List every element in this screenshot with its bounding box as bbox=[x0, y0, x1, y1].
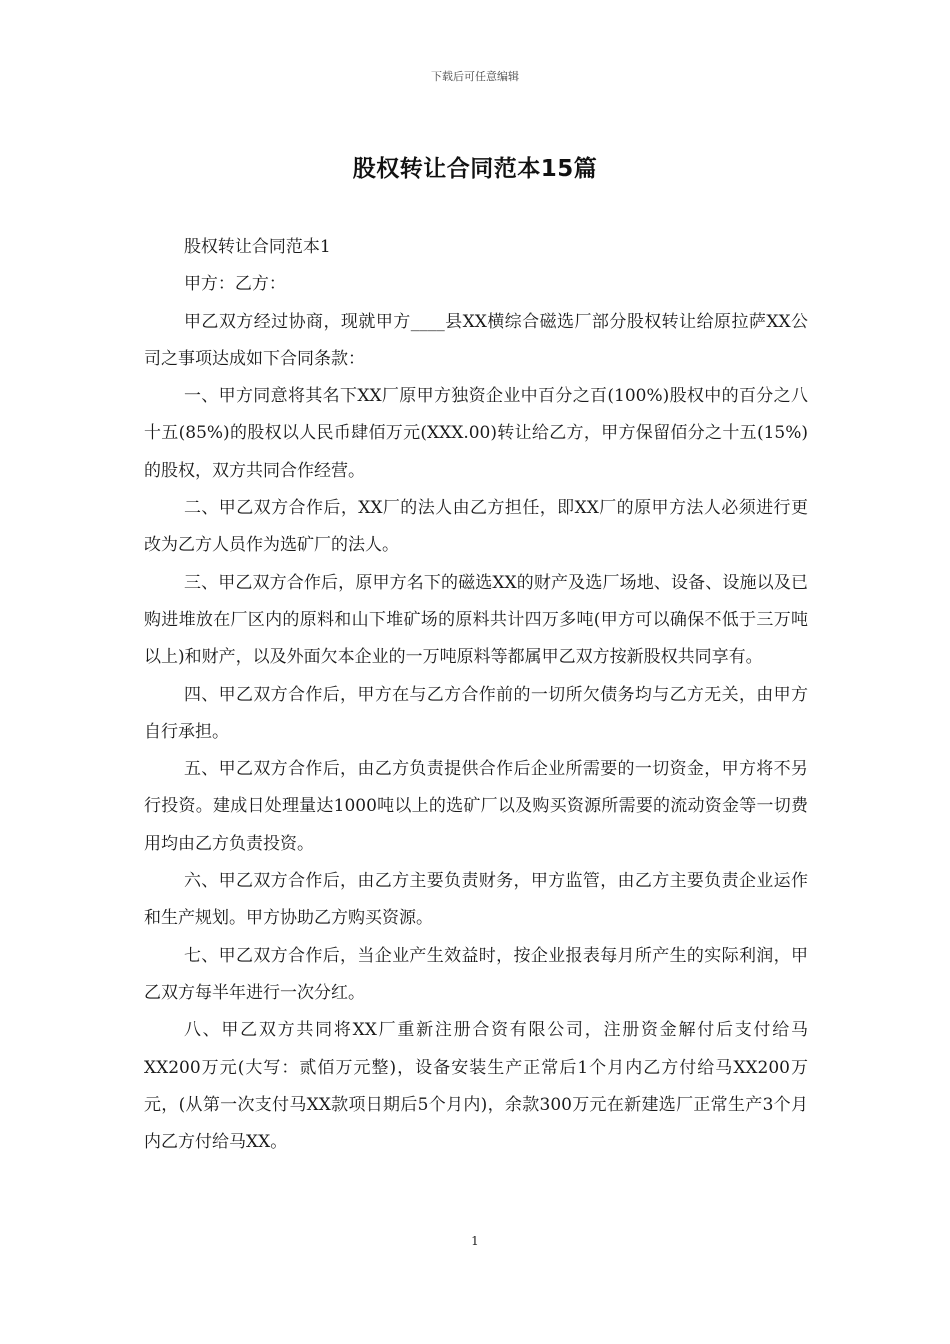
page-number: 1 bbox=[471, 1234, 479, 1248]
paragraph-clause-4: 四、甲乙双方合作后，甲方在与乙方合作前的一切所欠债务均与乙方无关，由甲方自行承担。 bbox=[144, 684, 808, 742]
paragraph-clause-8: 八、甲乙双方共同将XX厂重新注册合资有限公司，注册资金解付后支付给马XX200万元(大写：贰佰万元整)，设备安装生产正常后1个月内乙方付给马XX200万元，(从第一次支付马XX款项日期后5个月内)，余款300万元在新建选厂正常生产3个月内乙方付给马XX。 bbox=[144, 1020, 808, 1153]
paragraph-section-heading: 股权转让合同范本1 bbox=[183, 237, 331, 257]
paragraph-clause-7: 七、甲乙双方合作后，当企业产生效益时，按企业报表每月所产生的实际利润，甲乙双方每半年进行一次分红。 bbox=[144, 945, 808, 1003]
header-note: 下载后可任意编辑 bbox=[431, 70, 519, 83]
document-title: 股权转让合同范本15篇 bbox=[352, 156, 598, 182]
paragraph-parties: 甲方：乙方： bbox=[183, 274, 286, 295]
paragraph-clause-5: 五、甲乙双方合作后，由乙方负责提供合作后企业所需要的一切资金，甲方将不另行投资。建成日处理量达1000吨以上的选矿厂以及购买资源所需要的流动资金等一切费用均由乙方负责投资。 bbox=[144, 759, 808, 854]
paragraph-clause-1: 一、甲方同意将其名下XX厂原甲方独资企业中百分之百(100%)股权中的百分之八十五(85%)的股权以人民币肆佰万元(XXX.00)转让给乙方，甲方保留佰分之十五(15%)的股权，双方共同合作经营。 bbox=[144, 386, 808, 481]
document-body bbox=[144, 229, 808, 1161]
paragraph-clause-3: 三、甲乙双方合作后，原甲方名下的磁选XX的财产及选厂场地、设备、设施以及已购进堆放在厂区内的原料和山下堆矿场的原料共计四万多吨(甲方可以确保不低于三万吨以上)和财产，以及外面欠本企业的一万吨原料等都属甲乙双方按新股权共同享有。 bbox=[144, 572, 808, 668]
paragraph-preamble: 甲乙双方经过协商，现就甲方____县XX横综合磁选厂部分股权转让给原拉萨XX公司之事项达成如下合同条款： bbox=[144, 311, 808, 369]
paragraph-clause-2: 二、甲乙双方合作后，XX厂的法人由乙方担任，即XX厂的原甲方法人必须进行更改为乙方人员作为选矿厂的法人。 bbox=[144, 498, 808, 556]
paragraph-clause-6: 六、甲乙双方合作后，由乙方主要负责财务，甲方监管，由乙方主要负责企业运作和生产规划。甲方协助乙方购买资源。 bbox=[144, 871, 808, 929]
